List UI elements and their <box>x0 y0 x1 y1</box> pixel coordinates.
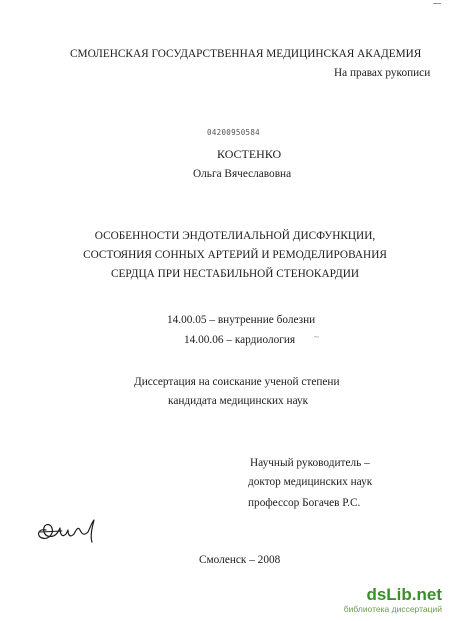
watermark-tagline: библиотека диссертаций <box>343 604 442 614</box>
watermark <box>334 586 442 615</box>
serial-number: 04200950584 <box>207 128 260 137</box>
supervisor-line-3: профессор Богачев Р.С. <box>248 497 361 509</box>
supervisor-line-2: доктор медицинских наук <box>248 476 373 488</box>
specialty-2: 14.00.06 – кардиология <box>184 334 296 346</box>
specialty-1: 14.00.05 – внутренние болезни <box>167 314 316 326</box>
author-surname: КОСТЕНКО <box>217 147 282 161</box>
author-name: Ольга Вячеславовна <box>193 168 292 180</box>
title-line-3: СЕРДЦА ПРИ НЕСТАБИЛЬНОЙ СТЕНОКАРДИИ <box>110 268 360 280</box>
institution-name: СМОЛЕНСКАЯ ГОСУДАРСТВЕННАЯ МЕДИЦИНСКАЯ АКАДЕМИЯ <box>70 48 422 60</box>
watermark-brand: dsLib.net <box>366 585 442 604</box>
title-line-1: ОСОБЕННОСТИ ЭНДОТЕЛИАЛЬНОЙ ДИСФУНКЦИИ, <box>94 230 376 242</box>
handwritten-signature <box>32 508 107 548</box>
pencil-mark: ~ <box>314 332 319 342</box>
city-year: Смоленск – 2008 <box>199 554 281 566</box>
supervisor-line-1: Научный руководитель – <box>250 457 370 469</box>
scan-mark <box>433 3 441 4</box>
degree-line-2: кандидата медицинских наук <box>168 395 309 407</box>
rights-note: На правах рукописи <box>334 67 431 79</box>
degree-line-1: Диссертация на соискание ученой степени <box>134 376 340 388</box>
title-line-2: СОСТОЯНИЯ СОННЫХ АРТЕРИЙ И РЕМОДЕЛИРОВАНИЯ <box>83 249 387 261</box>
